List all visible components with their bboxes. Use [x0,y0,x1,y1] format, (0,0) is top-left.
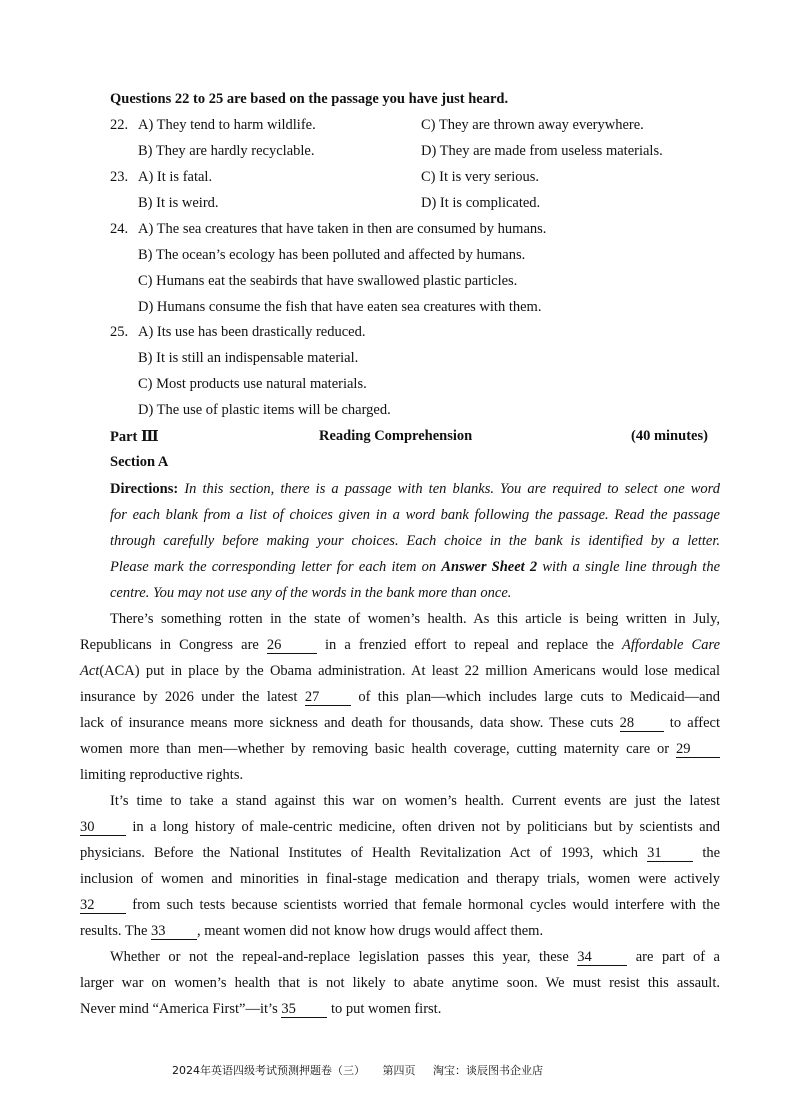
footer-title: 2024年英语四级考试预测押题卷（三） [172,1064,365,1077]
p1-line-2a: Republicans in Congress are [80,637,259,653]
footer-shop: 淘宝：谈辰图书企业店 [433,1064,543,1077]
blank-27: 27 [305,689,351,706]
blank-29: 29 [676,741,720,758]
passage-paragraph-1 [80,606,720,788]
directions-line-3: through carefully before making your choices. Each choice in the bank is identified by a letter. [110,533,720,549]
section-heading: Section A [110,454,169,470]
blank-34: 34 [577,949,627,966]
q24-option-b: B) The ocean’s ecology has been polluted and affected by humans. [138,247,526,263]
directions-line-2: for each blank from a list of choices given in a word bank following the passage. Read the passage [110,507,720,523]
p1-line-4b: of this plan—which includes large cuts to Medicaid—and [358,689,721,705]
p3-line-2: larger war on women’s health that is not likely to abate anytime soon. We must resist this assault. [80,975,720,991]
answer-sheet-ref: Answer Sheet 2 [441,559,538,575]
p2-line-6a: results. The [80,923,148,939]
p1-line-4a: insurance by 2026 under the latest [80,689,298,705]
q25-option-c: C) Most products use natural materials. [138,376,367,392]
blank-31: 31 [647,845,693,862]
directions-line-4a: Please mark the corresponding letter for each item on [110,559,437,575]
p1-line-7: limiting reproductive rights. [80,767,244,783]
question-number-25: 25. [110,324,129,340]
q24-option-d: D) Humans consume the fish that have eaten sea creatures with them. [138,299,542,315]
q22-option-d: D) They are made from useless materials. [421,143,663,159]
p2-line-3b: the [702,845,721,861]
blank-33: 33 [151,923,197,940]
q25-option-d: D) The use of plastic items will be charged. [138,402,391,418]
directions-line-4c: with a single line through the [542,559,721,575]
p3-line-3b: to put women first. [330,1001,442,1017]
p2-line-6b: , meant women did not know how drugs would affect them. [197,923,544,939]
p1-line-3a: Act [80,663,100,679]
p1-line-1: There’s something rotten in the state of women’s health. As this article is being written in July, [110,611,720,627]
part-title: Reading Comprehension [319,428,473,444]
q23-option-d: D) It is complicated. [421,195,541,211]
p1-line-6a: women more than men—whether by removing basic health coverage, cutting maternity care or [80,741,670,757]
p1-line-2c: Affordable Care [621,637,721,653]
part-time: (40 minutes) [631,428,708,444]
q25-option-a: A) Its use has been drastically reduced. [138,324,366,340]
directions-line-1: In this section, there is a passage with ten blanks. You are required to select one word [184,481,721,497]
blank-26: 26 [267,637,317,654]
p2-line-3a: physicians. Before the National Institutes of Health Revitalization Act of 1993, which [80,845,638,861]
questions-heading: Questions 22 to 25 are based on the passage you have just heard. [110,91,509,107]
q25-option-b: B) It is still an indispensable material. [138,350,359,366]
p1-line-2b: in a frenzied effort to repeal and replace the [325,637,614,653]
footer-page: 第四页 [382,1064,416,1077]
q23-option-b: B) It is weird. [138,195,219,211]
question-number-23: 23. [110,169,129,185]
question-number-24: 24. [110,221,129,237]
q24-option-a: A) The sea creatures that have taken in then are consumed by humans. [138,221,547,237]
p2-line-5: from such tests because scientists worried that female hormonal cycles would interfere with the [132,897,720,913]
p3-line-3a: Never mind “America First”—it’s [80,1001,278,1017]
footer [172,1062,543,1078]
p1-line-5a: lack of insurance means more sickness and death for thousands, data show. These cuts [80,715,614,731]
question-number-22: 22. [110,117,129,133]
q24-option-c: C) Humans eat the seabirds that have swallowed plastic particles. [138,273,518,289]
q23-option-c: C) It is very serious. [421,169,539,185]
directions-label: Directions: [110,481,179,497]
passage-paragraph-3 [80,944,720,1022]
directions-line-5: centre. You may not use any of the words in the bank more than once. [110,585,512,601]
p2-line-1: It’s time to take a stand against this war on women’s health. Current events are just the latest [110,793,720,809]
p2-line-4: inclusion of women and minorities in final-stage medication and therapy trials, women were actively [80,871,720,887]
blank-32: 32 [80,897,126,914]
directions-block [110,476,720,606]
q22-option-a: A) They tend to harm wildlife. [138,117,316,133]
p1-line-3b: (ACA) put in place by the Obama administration. At least 22 million Americans would lose medical [99,663,720,679]
p1-line-5b: to affect [669,715,720,731]
blank-35: 35 [281,1001,327,1018]
q23-option-a: A) It is fatal. [138,169,213,185]
blank-30: 30 [80,819,126,836]
blank-28: 28 [620,715,664,732]
part-label: Part Ⅲ [110,429,159,445]
passage-paragraph-2 [80,788,720,944]
p3-line-1a: Whether or not the repeal-and-replace legislation passes this year, these [110,949,569,965]
p3-line-1b: are part of a [635,949,720,965]
q22-option-c: C) They are thrown away everywhere. [421,117,644,133]
p2-line-2: in a long history of male-centric medicine, often driven not by politicians but by scientists and [132,819,720,835]
q22-option-b: B) They are hardly recyclable. [138,143,315,159]
